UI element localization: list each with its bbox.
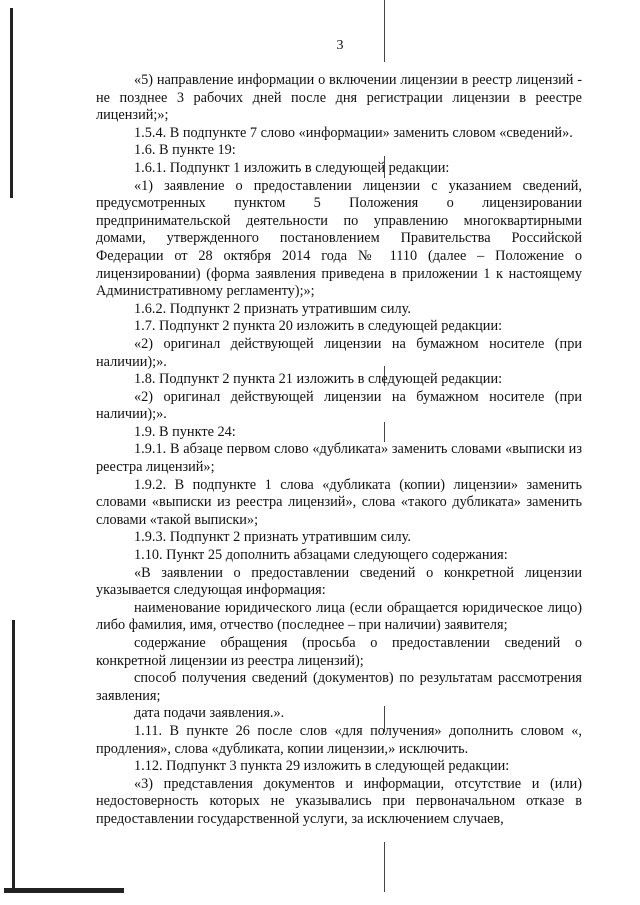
paragraph: дата подачи заявления.». xyxy=(134,705,285,722)
paragraph: 1.5.4. В подпункте 7 слово «информации» заменить словом «сведений». xyxy=(134,124,573,141)
scan-edge-mark xyxy=(4,888,124,893)
paragraph: 1.8. Подпункт 2 пункта 21 изложить в следующей редакции: xyxy=(134,371,503,388)
paragraph: способ получения сведений (документов) по результатам рассмотрения заявления; xyxy=(96,670,582,704)
page-number: 3 xyxy=(336,38,344,53)
paragraph: 1.9.1. В абзаце первом слово «дубликата» заменить словами «выписки из реестра лицензий»; xyxy=(96,441,582,476)
paragraph: 1.10. Пункт 25 дополнить абзацами следующего содержания: xyxy=(134,547,508,564)
paragraph: 1.6. В пункте 19: xyxy=(134,142,236,159)
paragraph: 1.7. Подпункт 2 пункта 20 изложить в следующей редакции: xyxy=(134,318,503,335)
paragraph: содержание обращения (просьба о предоставлении сведений о конкретной лицензии из реестра лицензий); xyxy=(96,635,582,669)
paragraph: 1.12. Подпункт 3 пункта 29 изложить в следующей редакции: xyxy=(134,758,510,775)
paragraph: «2) оригинал действующей лицензии на бумажном носителе (при наличии);». xyxy=(96,335,582,370)
scan-edge-mark xyxy=(10,8,13,198)
paragraph: «1) заявление о предоставлении лицензии с указанием сведений, предусмотренных пунктом 5 Положения о лицензировании предпринимательской деятельности по управлению многоквартирными домами, утвержденного постановлением Правительства Российской Федерации от 28 октября 2014 года № 1110 (далее – Положение о лицензировании) (форма заявления приведена в приложении 1 к настоящему Административному регламенту);»; xyxy=(96,177,582,300)
paragraph: «2) оригинал действующей лицензии на бумажном носителе (при наличии);». xyxy=(96,388,582,423)
paragraph: наименование юридического лица (если обращается юридическое лицо) либо фамилия, имя, отчество (последнее – при наличии) заявителя; xyxy=(96,599,582,634)
paragraph: 1.6.1. Подпункт 1 изложить в следующей редакции: xyxy=(134,159,450,176)
paragraph: «В заявлении о предоставлении сведений о конкретной лицензии указывается следующая информация: xyxy=(96,564,582,599)
paragraph: 1.11. В пункте 26 после слов «для получения» дополнить словом «, продления», слова «дубликата, копии лицензии,» исключить. xyxy=(96,722,582,757)
scan-edge-mark xyxy=(12,620,15,890)
fold-line xyxy=(384,842,385,892)
paragraph: 1.9.3. Подпункт 2 признать утратившим силу. xyxy=(134,529,411,546)
paragraph: «5) направление информации о включении лицензии в реестр лицензий - не позднее 3 рабочих дней после дня регистрации лицензии в реестре лицензий;»; xyxy=(96,72,582,124)
document-body xyxy=(96,72,582,829)
paragraph: 1.6.2. Подпункт 2 признать утратившим силу. xyxy=(134,300,411,317)
paragraph: «3) представления документов и информации, отсутствие и (или) недостоверность которых не указывались при первоначальном отказе в предоставлении государственной услуги, за исключением случаев, xyxy=(96,775,582,827)
paragraph: 1.9. В пункте 24: xyxy=(134,423,236,440)
paragraph: 1.9.2. В подпункте 1 слова «дубликата (копии) лицензии» заменить словами «выписки из реестра лицензий», слова «такого дубликата» заменить словами «такой выписки»; xyxy=(96,476,582,528)
